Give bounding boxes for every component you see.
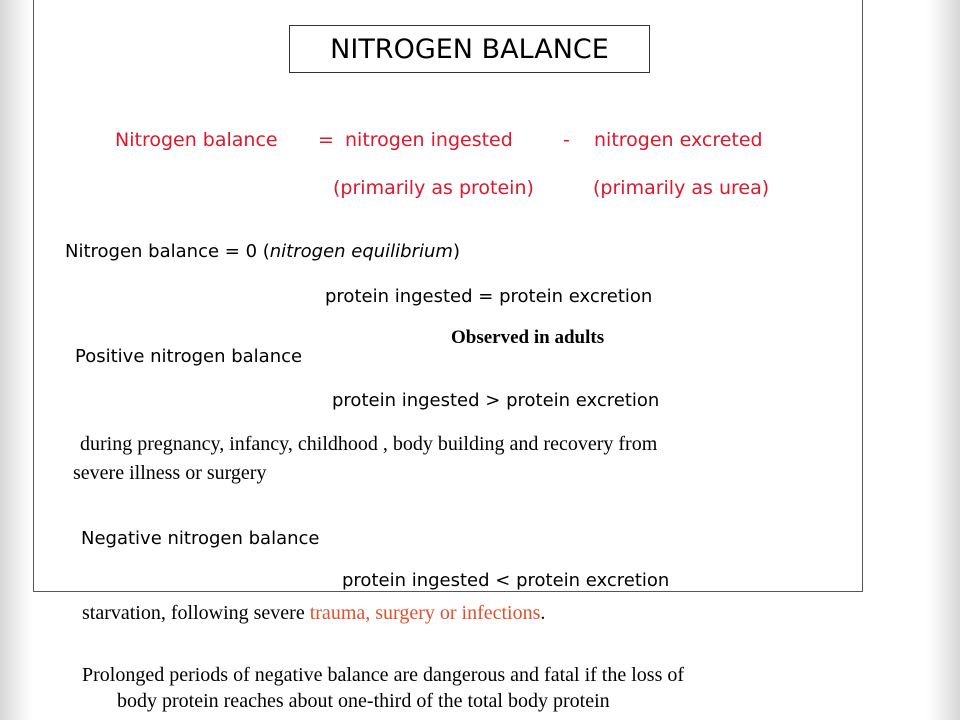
negative-warning-line1: Prolonged periods of negative balance are dangerous and fatal if the loss of — [82, 664, 685, 686]
equilibrium-heading — [65, 241, 460, 262]
negative-relation: protein ingested < protein excretion — [342, 570, 670, 591]
equilibrium-relation: protein ingested = protein excretion — [325, 286, 653, 307]
negative-cases — [82, 602, 545, 625]
positive-cases-line2: severe illness or surgery — [73, 462, 267, 484]
positive-cases-line1: during pregnancy, infancy, childhood , body building and recovery from — [80, 433, 658, 455]
equilibrium-observed: Observed in adults — [451, 327, 605, 348]
negative-warning-line2: body protein reaches about one-third of the total body protein — [117, 690, 610, 712]
equation-lhs: Nitrogen balance — [115, 129, 278, 151]
equation-equals: = — [318, 129, 334, 151]
positive-heading: Positive nitrogen balance — [75, 346, 303, 367]
slide-title — [289, 25, 650, 73]
negative-heading: Negative nitrogen balance — [81, 528, 320, 549]
positive-relation: protein ingested > protein excretion — [332, 390, 660, 411]
equilibrium-heading-prefix: Nitrogen balance = 0 ( — [65, 241, 270, 262]
equation-ingested: nitrogen ingested — [345, 129, 513, 151]
negative-cases-suffix: . — [540, 602, 546, 624]
equation-ingested-note: (primarily as protein) — [333, 177, 534, 199]
negative-cases-highlight: trauma, surgery or infections — [309, 602, 541, 624]
slide-title-text: NITROGEN BALANCE — [330, 33, 609, 65]
equilibrium-heading-suffix: ) — [452, 241, 460, 262]
equation-excreted-note: (primarily as urea) — [593, 177, 770, 199]
equation-minus: - — [563, 129, 570, 151]
equation-excreted: nitrogen excreted — [594, 129, 763, 151]
negative-cases-prefix: starvation, following severe — [82, 602, 310, 624]
equilibrium-heading-italic: nitrogen equilibrium — [269, 241, 453, 262]
